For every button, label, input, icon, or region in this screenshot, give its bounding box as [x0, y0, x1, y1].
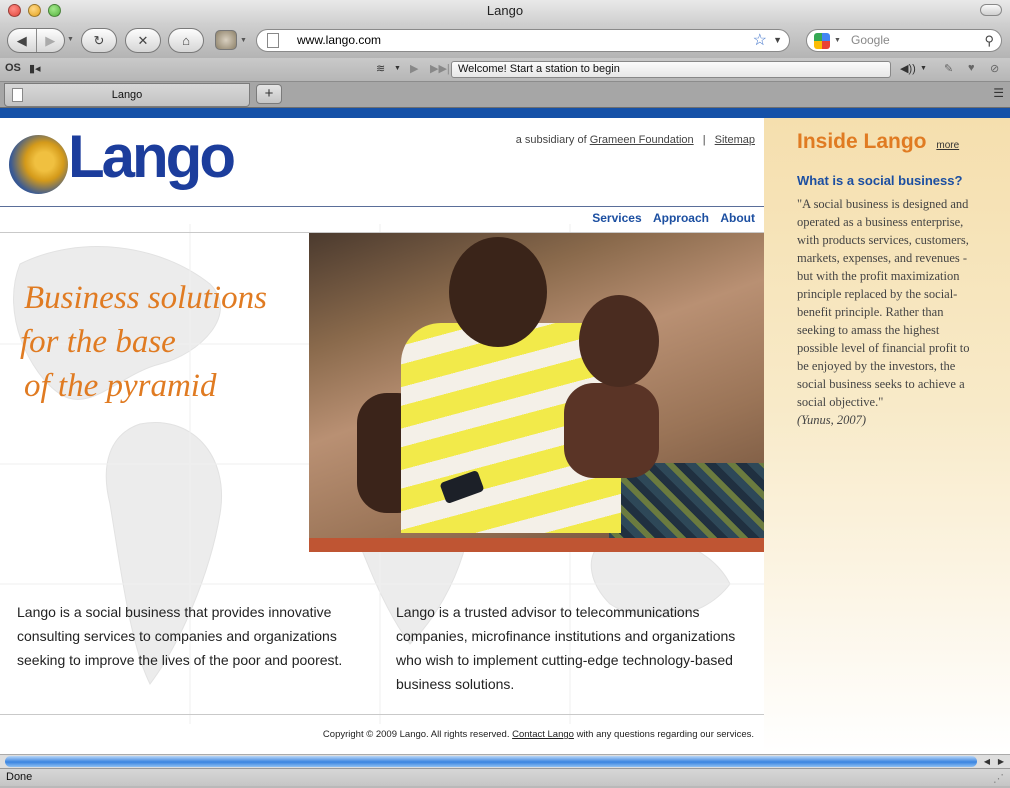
photo-baby-body	[564, 383, 659, 478]
close-window-button[interactable]	[8, 4, 21, 17]
page-icon	[12, 88, 23, 102]
status-text: Done	[6, 771, 33, 783]
contact-lango-link[interactable]: Contact Lango	[512, 729, 574, 740]
minimize-window-button[interactable]	[28, 4, 41, 17]
love-heart-icon[interactable]: ♥	[968, 62, 975, 74]
tagline	[20, 276, 267, 408]
intro-social-business: Lango is a social business that provides innovative consulting services to companies and organizations seeking to improve the lives of the poor and poorest.	[17, 604, 343, 668]
copyright-suffix: with any questions regarding our services.	[576, 729, 754, 740]
back-button[interactable]: ◀	[16, 32, 27, 48]
lango-globe-logo-icon[interactable]	[9, 135, 68, 194]
sidebar-title: Inside Lango	[797, 130, 927, 153]
sidebar-quote-block	[797, 195, 982, 429]
sidebar-quote: "A social business is designed and operated as a business enterprise, with products services, customers, markets, expenses, and revenues - but with the profit maximization principle replaced by the social-benefit principle. Rather than seeking to amass the highest possible level of financial profit to be enjoyed by the investors, the social business seeks to achieve a social objective."	[797, 197, 970, 409]
site-navigation	[584, 211, 755, 225]
footer-divider	[0, 714, 764, 715]
web-viewport	[0, 108, 1010, 754]
sidebar-title-row	[797, 130, 959, 154]
engine-dropdown-icon[interactable]: ▼	[834, 37, 841, 44]
search-placeholder: Google	[851, 33, 890, 47]
nav-services[interactable]: Services	[592, 211, 642, 225]
nav-about[interactable]: About	[720, 211, 755, 225]
stop-button[interactable]: ✕	[125, 28, 161, 53]
inside-lango-sidebar	[764, 118, 1010, 754]
url-dropdown-icon[interactable]: ▼	[773, 35, 782, 45]
window-title: Lango	[486, 3, 524, 18]
url-field[interactable]	[256, 29, 790, 52]
horizontal-scrollbar[interactable]	[0, 754, 1010, 768]
scroll-right-icon[interactable]: ▶	[997, 757, 1005, 766]
tab-label: Lango	[111, 89, 143, 101]
forward-button[interactable]: ▶	[45, 32, 56, 48]
reload-button[interactable]: ↻	[81, 28, 117, 53]
wifi-icon[interactable]: ≋	[376, 63, 386, 75]
main-content	[0, 118, 764, 754]
photo-baby-head	[579, 295, 659, 387]
separator: |	[702, 134, 706, 146]
window-titlebar	[0, 0, 1010, 24]
nav-approach[interactable]: Approach	[652, 211, 709, 225]
tag-icon[interactable]: ✎	[944, 63, 954, 75]
extension-dropdown-icon[interactable]: ▼	[240, 37, 247, 44]
resize-grip-icon[interactable]: ⋰	[993, 773, 1004, 785]
new-tab-button[interactable]: +	[256, 84, 282, 104]
tagline-line-2: for the base	[20, 324, 176, 360]
copyright	[323, 729, 754, 740]
ban-icon[interactable]: ⊘	[990, 63, 1000, 75]
home-button[interactable]: ⌂	[168, 28, 204, 53]
tagline-line-3: of the pyramid	[24, 368, 217, 404]
tab-list-menu-icon[interactable]: ☰	[993, 86, 1004, 100]
grameen-foundation-link[interactable]: Grameen Foundation	[589, 134, 694, 146]
hero-photo	[309, 233, 764, 538]
intro-trusted-advisor: Lango is a trusted advisor to telecommunications companies, microfinance institutions and organizations who wish to implement cutting-edge technology-based business solutions.	[396, 604, 736, 692]
sidebar-more-link[interactable]: more	[936, 140, 960, 151]
toolbar-toggle-button[interactable]	[980, 4, 1002, 16]
sitemap-link[interactable]: Sitemap	[714, 134, 755, 146]
play-icon[interactable]: ▶	[410, 63, 419, 75]
lango-logo[interactable]: Lango	[68, 123, 233, 190]
extension-icon[interactable]	[215, 30, 237, 50]
subsidiary-line	[516, 134, 755, 146]
station-icon[interactable]: ▮◂	[29, 63, 41, 75]
sidebar-citation: (Yunus, 2007)	[797, 413, 866, 427]
scrobbler-toolbar	[0, 58, 1010, 82]
back-forward-group	[7, 28, 65, 53]
skip-icon[interactable]: ▶▶|	[430, 63, 450, 75]
photo-woman-head	[449, 237, 547, 347]
copyright-prefix: Copyright © 2009 Lango. All rights reserved.	[322, 729, 510, 740]
photo-accent-band	[309, 538, 764, 552]
url-text: www.lango.com	[297, 33, 382, 47]
search-field[interactable]	[806, 29, 1002, 52]
volume-icon[interactable]: ◀))	[900, 63, 916, 75]
wifi-dropdown-icon[interactable]: ▼	[394, 65, 401, 72]
tab-bar	[0, 82, 1010, 108]
history-dropdown-icon[interactable]: ▼	[67, 36, 74, 43]
scrollbar-thumb[interactable]	[5, 756, 977, 767]
google-engine-icon[interactable]	[814, 33, 830, 49]
volume-dropdown-icon[interactable]: ▼	[920, 65, 927, 72]
zoom-window-button[interactable]	[48, 4, 61, 17]
bookmark-star-icon[interactable]: ☆	[752, 32, 767, 49]
lastfm-logo-icon[interactable]: OS	[5, 62, 21, 74]
subsidiary-prefix: a subsidiary of	[515, 134, 587, 146]
scroll-left-icon[interactable]: ◀	[983, 757, 991, 766]
scrobbler-status: Welcome! Start a station to begin	[451, 61, 891, 78]
status-bar	[0, 768, 1010, 786]
tab-lango[interactable]	[4, 83, 250, 107]
page-icon	[267, 33, 279, 48]
search-icon[interactable]: ⚲	[984, 33, 994, 48]
brand-top-bar	[0, 108, 1010, 118]
header-divider	[0, 206, 764, 207]
tagline-line-1: Business solutions	[24, 280, 267, 316]
sidebar-question[interactable]: What is a social business?	[797, 173, 963, 188]
